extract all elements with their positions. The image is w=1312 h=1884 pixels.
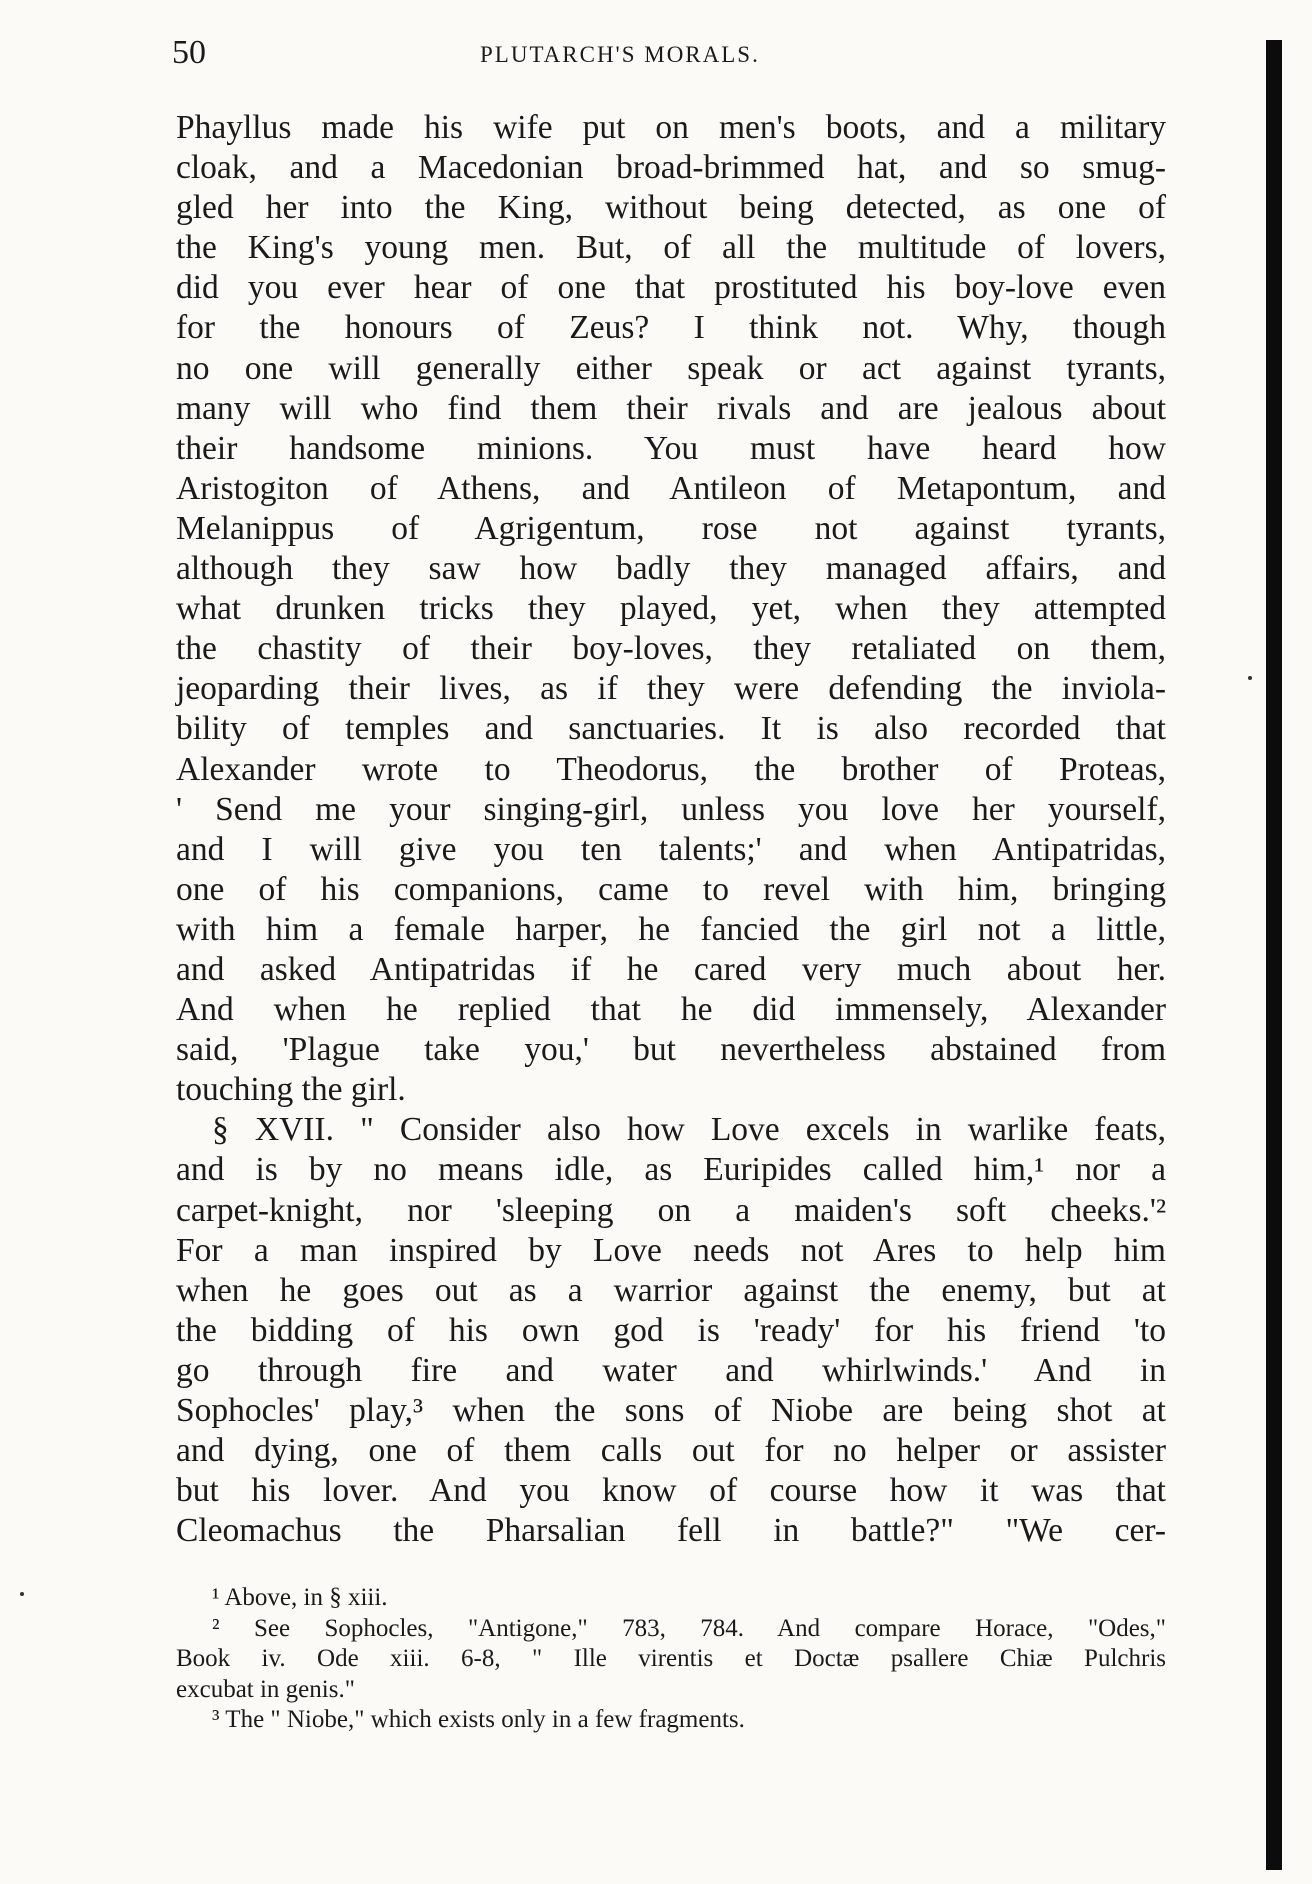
text-line: Sophocles' play,³ when the sons of Niobe are being shot at	[176, 1392, 1166, 1429]
text-line: many will who find them their rivals and are jealous about	[176, 389, 1166, 427]
footnotes	[176, 1583, 1166, 1736]
footnote-line: excubat in genis."	[176, 1675, 355, 1703]
text-line: Cleomachus the Pharsalian fell in battle?" "We cer-	[176, 1512, 1166, 1550]
text-line: touching the girl.	[176, 1071, 406, 1109]
text-line: when he goes out as a warrior against the enemy, but at	[176, 1271, 1166, 1309]
text-line: bility of temples and sanctuaries. It is also recorded that	[176, 710, 1166, 748]
text-line: ' Send me your singing-girl, unless you love her yourself,	[176, 790, 1166, 828]
text-line: and is by no means idle, as Euripides called him,¹ nor a	[176, 1151, 1166, 1189]
text-line: for the honours of Zeus? I think not. Why, though	[176, 309, 1166, 347]
text-line: said, 'Plague take you,' but nevertheless abstained from	[176, 1031, 1166, 1069]
text-line: what drunken tricks they played, yet, when they attempted	[176, 590, 1166, 628]
text-line: the King's young men. But, of all the multitude of lovers,	[176, 229, 1166, 267]
text-line: gled her into the King, without being detected, as one of	[176, 189, 1166, 227]
text-line: For a man inspired by Love needs not Ares to help him	[176, 1231, 1166, 1269]
text-line: go through fire and water and whirlwinds.' And in	[176, 1351, 1166, 1389]
text-line: with him a female harper, he fancied the girl not a little,	[176, 910, 1166, 948]
page-edge-shadow	[1266, 40, 1282, 1870]
footnote-line: ³ The " Niobe," which exists only in a few fragments.	[212, 1706, 745, 1733]
text-line: and asked Antipatridas if he cared very much about her.	[176, 950, 1166, 988]
footnote-line: ² See Sophocles, "Antigone," 783, 784. And compare Horace, "Odes,"	[212, 1614, 1166, 1642]
text-line: and dying, one of them calls out for no helper or assister	[176, 1432, 1166, 1470]
text-line: no one will generally either speak or act against tyrants,	[176, 349, 1166, 387]
text-line: And when he replied that he did immensely, Alexander	[176, 991, 1166, 1029]
speck	[20, 1592, 24, 1596]
section-heading-line: § XVII. " Consider also how Love excels in warlike feats,	[212, 1111, 1166, 1149]
text-line: Melanippus of Agrigentum, rose not against tyrants,	[176, 509, 1166, 547]
text-line: Alexander wrote to Theodorus, the brother of Proteas,	[176, 750, 1166, 788]
page-number: 50	[172, 34, 206, 71]
text-line: cloak, and a Macedonian broad-brimmed hat, and so smug-	[176, 149, 1166, 187]
footnote-line: Book iv. Ode xiii. 6-8, " Ille virentis et Doctæ psallere Chiæ Pulchris	[176, 1645, 1166, 1672]
text-line: did you ever hear of one that prostituted his boy-love even	[176, 269, 1166, 307]
text-line: the bidding of his own god is 'ready' for his friend 'to	[176, 1311, 1166, 1349]
text-line: carpet-knight, nor 'sleeping on a maiden's soft cheeks.'²	[176, 1191, 1166, 1229]
text-line: one of his companions, came to revel with him, bringing	[176, 870, 1166, 908]
text-line: and I will give you ten talents;' and when Antipatridas,	[176, 830, 1166, 868]
text-line: Aristogiton of Athens, and Antileon of Metapontum, and	[176, 469, 1166, 507]
text-line: although they saw how badly they managed affairs, and	[176, 550, 1166, 588]
running-title: PLUTARCH'S MORALS.	[480, 42, 760, 67]
text-line: the chastity of their boy-loves, they retaliated on them,	[176, 630, 1166, 668]
speck	[1248, 676, 1252, 680]
footnote-line: ¹ Above, in § xiii.	[212, 1584, 388, 1611]
text-line: jeoparding their lives, as if they were defending the inviola-	[176, 670, 1166, 708]
text-line: Phayllus made his wife put on men's boots, and a military	[176, 109, 1166, 146]
text-line: but his lover. And you know of course how it was that	[176, 1472, 1166, 1510]
text-line: their handsome minions. You must have heard how	[176, 429, 1166, 467]
body-text	[176, 108, 1166, 1551]
